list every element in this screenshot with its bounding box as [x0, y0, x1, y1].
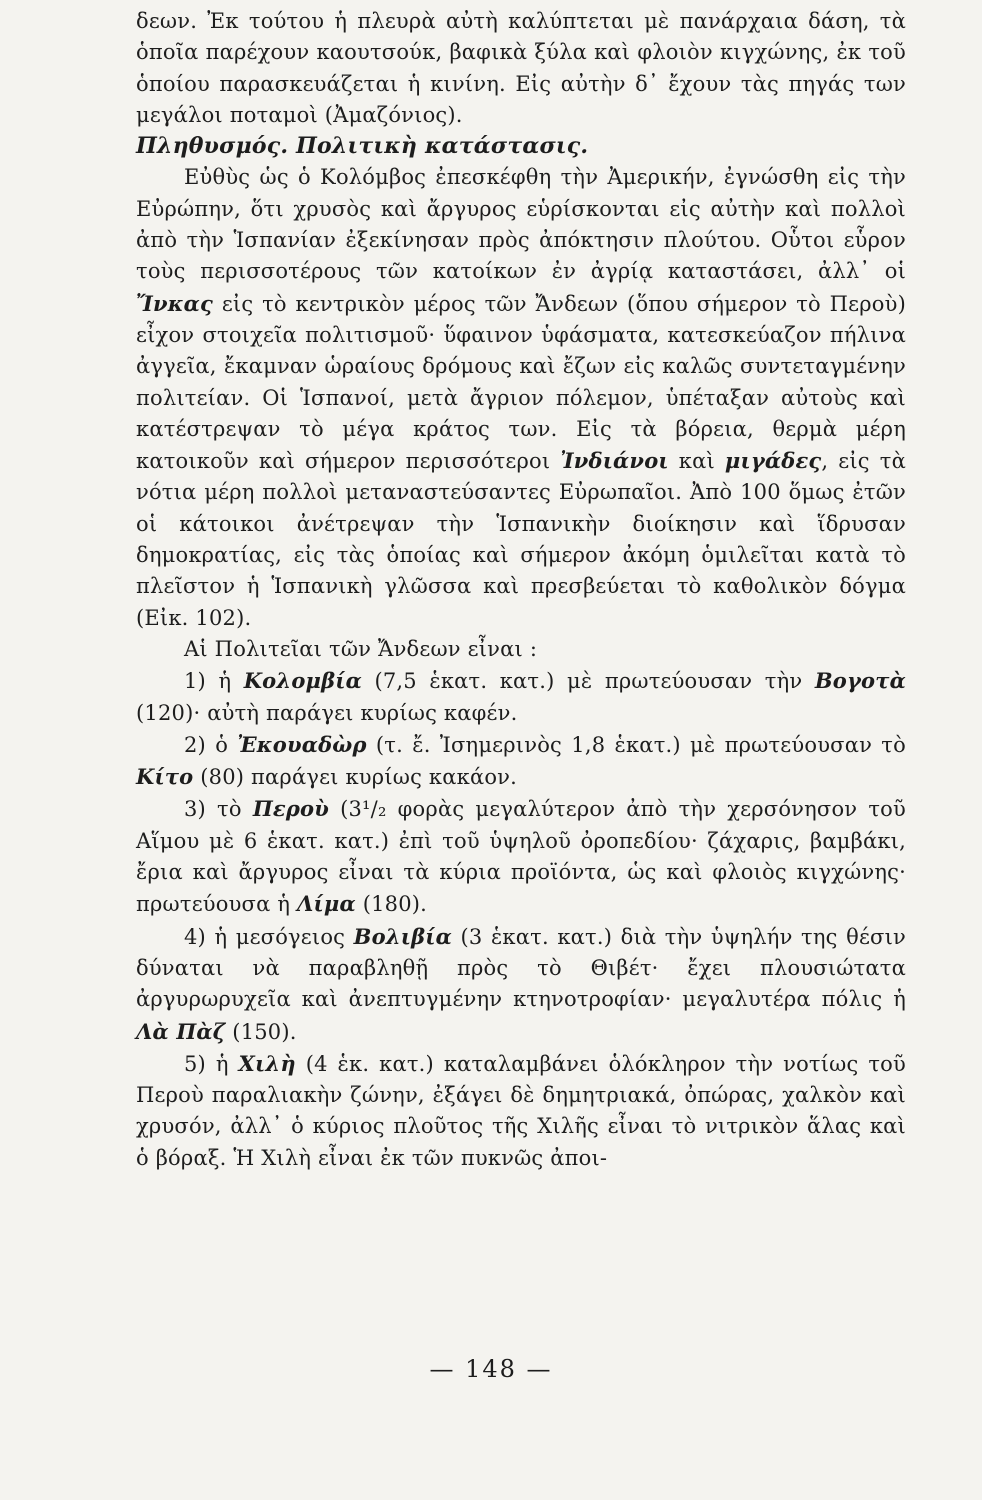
- capital-name: Βογοτὰ: [814, 668, 906, 694]
- country-name: Κολομβία: [243, 668, 362, 694]
- term-mixed: μιγάδες: [724, 448, 822, 474]
- item-text: (3 ἑκατ. κατ.) διὰ τὴν ὑψηλήν της θέσιν δύναται νὰ παραβληθῇ πρὸς τὸ Θιβέτ· ἔχει πλουσιώτατα ἀργυρωρυχεῖα καὶ ἀνεπτυγμένην κτηνοτροφίαν· μεγαλυτέρα πόλις ἡ: [136, 924, 906, 1012]
- country-name: Περοὺ: [252, 796, 329, 822]
- capital-name: Λίμα: [297, 891, 356, 917]
- section-heading: Πληθυσμός. Πολιτικὴ κατάστασις.: [136, 133, 589, 160]
- item-text: (τ. ἔ. Ἰσημερινὸς 1,8 ἑκατ.) μὲ πρωτεύουσαν τὸ: [375, 732, 906, 757]
- item-prefix: 2) ὁ: [184, 732, 229, 757]
- capital-name: Κίτο: [136, 764, 194, 790]
- states-list: [136, 665, 906, 1174]
- item-text-end: (80) παράγει κυρίως κακάον.: [200, 765, 518, 790]
- term-inkas: Ἴνκας: [136, 290, 214, 316]
- list-item: [136, 665, 906, 729]
- item-prefix: 4) ἡ μεσόγειος: [184, 924, 346, 949]
- item-prefix: 5) ἡ: [184, 1051, 229, 1076]
- capital-name: Λὰ Πὰζ: [136, 1018, 226, 1044]
- item-text-end: (150).: [232, 1019, 297, 1044]
- item-text: (4 ἑκ. κατ.) καταλαμβάνει ὁλόκληρον τὴν νοτίως τοῦ Περοὺ παραλιακὴν ζώνην, ἐξάγει δὲ δημητριακά, ὀπώρας, χαλκὸν καὶ χρυσόν, ἀλλ᾽ ὁ κύριος πλοῦτος τῆς Χιλῆς εἶναι τὸ νιτρικὸν ἅλας καὶ ὁ βόραξ. Ἡ Χιλὴ εἶναι ἐκ τῶν πυκνῶς ἀποι-: [136, 1051, 906, 1170]
- term-indians: Ἰνδιάνοι: [560, 448, 669, 474]
- page-text: [136, 6, 906, 1174]
- page-number: — 148 —: [429, 1355, 553, 1383]
- country-name: Χιλὴ: [238, 1050, 296, 1076]
- list-item: [136, 729, 906, 794]
- country-name: Ἐκουαδὼρ: [237, 731, 367, 757]
- paragraph-continuation: δεων. Ἐκ τούτου ἡ πλευρὰ αὐτὴ καλύπτεται μὲ πανάρχαια δάση, τὰ ὁποῖα παρέχουν καουτσούκ, βαφικὰ ξύλα καὶ φλοιὸν κιγχώνης, ἐκ τοῦ ὁποίου παρασκευάζεται ἡ κινίνη. Εἰς αὐτὴν δ᾽ ἔχουν τὰς πηγάς των μεγάλοι ποταμοὶ (Ἀμαζόνιος).: [136, 9, 906, 127]
- item-text: (3¹/₂ φορὰς μεγαλύτερον ἀπὸ τὴν χερσόνησον τοῦ Αἵμου μὲ 6 ἑκατ. κατ.) ἐπὶ τοῦ ὑψηλοῦ ὀροπεδίου· ζάχαρις, βαμβάκι, ἔρια καὶ ἄργυρος εἶναι τὰ κύρια προϊόντα, ὡς καὶ φλοιὸς κιγχώνης· πρωτεύουσα ἡ: [136, 797, 906, 917]
- text-run: Εὐθὺς ὡς ὁ Κολόμβος ἐπεσκέφθη τὴν Ἀμερικήν, ἐγνώσθη εἰς τὴν Εὐρώπην, ὅτι χρυσὸς καὶ ἄργυρος εὑρίσκονται εἰς αὐτὴν καὶ πολλοὶ ἀπὸ τὴν Ἱσπανίαν ἐξεκίνησαν πρὸς ἀπόκτησιν πλούτου. Οὗτοι εὗρον τοὺς περισσοτέρους τῶν κατοίκων ἐν ἀγρίᾳ καταστάσει, ἀλλ᾽ οἱ: [136, 165, 906, 284]
- item-prefix: 1) ἡ: [184, 669, 232, 694]
- text-run: καὶ: [678, 449, 715, 474]
- item-text-end: (180).: [362, 892, 428, 917]
- text-run: , εἰς τὰ νότια μέρη πολλοὶ μεταναστεύσαντες Εὐρωπαῖοι. Ἀπὸ 100 ὅμως ἐτῶν οἱ κάτοικοι ἀνέτρεψαν τὴν Ἱσπανικὴν διοίκησιν καὶ ἵδρυσαν δημοκρατίας, εἰς τὰς ὁποίας καὶ σήμερον ἀκόμη ὁμιλεῖται κατὰ τὸ πλεῖστον ἡ Ἱσπανικὴ γλῶσσα καὶ πρεσβεύεται τὸ καθολικὸν δόγμα (Εἰκ. 102).: [136, 449, 906, 630]
- item-text-end: (120)· αὐτὴ παράγει κυρίως καφέν.: [136, 700, 518, 725]
- country-name: Βολιβία: [353, 923, 452, 949]
- list-intro: Αἱ Πολιτεῖαι τῶν Ἄνδεων εἶναι :: [184, 636, 538, 661]
- text-run: εἰς τὸ κεντρικὸν μέρος τῶν Ἄνδεων (ὅπου σήμερον τὸ Περοὺ) εἶχον στοιχεῖα πολιτισμοῦ· ὕφαινον ὑφάσματα, κατεσκεύαζον πήλινα ἀγγεῖα, ἔκαμναν ὡραίους δρόμους καὶ ἔζων εἰς καλῶς συντεταγμένην πολιτείαν. Οἱ Ἱσπανοί, μετὰ ἄγριον πόλεμον, ὑπέταξαν αὐτοὺς καὶ κατέστρεψαν τὸ μέγα κράτος των. Εἰς τὰ βόρεια, θερμὰ μέρη κατοικοῦν καὶ σήμερον περισσότεροι: [136, 291, 906, 474]
- paragraph-population: [136, 162, 906, 633]
- list-item: [136, 921, 906, 1048]
- list-item: [136, 1048, 906, 1174]
- item-text: (7,5 ἑκατ. κατ.) μὲ πρωτεύουσαν τὴν: [374, 669, 803, 694]
- item-prefix: 3) τὸ: [184, 797, 242, 822]
- list-item: [136, 793, 906, 920]
